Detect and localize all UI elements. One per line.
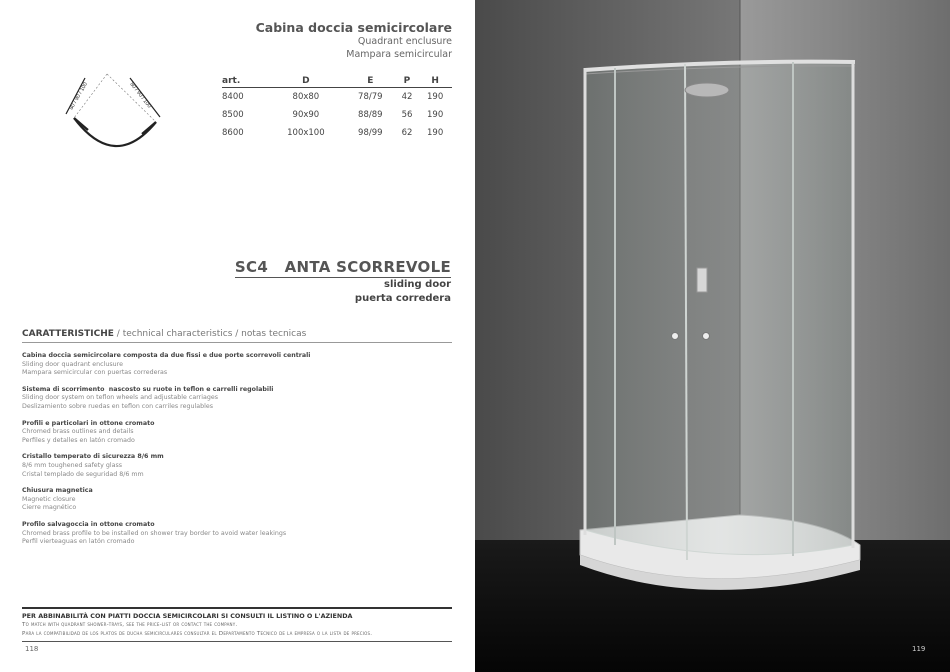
subtitle-es: Mampara semicircular (346, 49, 452, 60)
feature-es: Perfiles y detalles en latón cromado (22, 436, 135, 444)
col-e: E (345, 74, 396, 88)
table-header-row (222, 74, 452, 88)
shower-head-icon (685, 83, 729, 97)
table-cell: 56 (401, 110, 413, 120)
features-list (22, 352, 452, 555)
feature-it: Profilo salvagoccia in ottone cromato (22, 520, 155, 528)
page-number-right: 119 (912, 645, 926, 653)
table-cell: 100x100 (287, 128, 325, 138)
list-item (22, 386, 452, 412)
table-cell: 190 (427, 110, 444, 120)
model-block (235, 257, 451, 306)
characteristics-heading-bold: CARATTERISTICHE (22, 329, 114, 339)
col-p: P (396, 74, 419, 88)
list-item (22, 487, 452, 513)
page-number-left: 118 (25, 645, 39, 653)
col-art: art. (222, 74, 267, 88)
feature-en: Sliding door quadrant enclusure (22, 360, 123, 368)
col-d: D (267, 74, 345, 88)
model-code: SC4 ANTA SCORREVOLE (234, 258, 451, 276)
diagram-outline (66, 74, 160, 146)
feature-en: Sliding door system on teflon wheels and adjustable carriages (22, 394, 219, 402)
table-cell: 190 (427, 92, 444, 102)
feature-en: Chromed brass outlines and details (22, 428, 134, 436)
shower-valve-icon (697, 268, 707, 292)
table-row (222, 106, 452, 124)
table-cell: 42 (401, 92, 413, 102)
table-cell: 80x80 (292, 92, 320, 102)
table-cell: 8600 (222, 128, 244, 138)
diagram-label-right: 80 / 90 / 100 (128, 81, 152, 110)
feature-en: 8/6 mm toughened safety glass (22, 461, 123, 469)
table-cell: 8400 (222, 92, 244, 102)
list-item (22, 521, 452, 547)
list-item (22, 420, 452, 446)
list-item (22, 453, 452, 479)
glass-panels (585, 62, 853, 555)
spec-table (222, 74, 452, 142)
footer-line-es: Para la compatibilidad de los platos de ducha semicirculares consultar el Departamento Tecnico de la empresa o la lista de precios. (22, 631, 373, 637)
feature-it: Profili e particolari in ottone cromato (22, 419, 155, 427)
diagram-label-left: 80 / 90 / 100 (68, 81, 90, 111)
table-cell: 62 (401, 128, 413, 138)
title-block (256, 20, 452, 61)
feature-es: Mampara semicircular con puertas correderas (22, 369, 168, 377)
footer-line-en: To match with quadrant shower-trays, see the price-list or contact the company. (22, 622, 238, 628)
feature-it: Sistema di scorrimento nascosto su ruote in teflon e carrelli regolabili (22, 385, 274, 393)
list-item (22, 352, 452, 378)
product-photo (475, 0, 950, 672)
model-name-es: puerta corredera (354, 293, 451, 304)
subtitle-en: Quadrant enclusure (357, 36, 452, 47)
feature-es: Cristal templado de seguridad 8/6 mm (22, 470, 144, 478)
table-row (222, 124, 452, 142)
feature-en: Chromed brass profile to be installed on shower tray border to avoid water leakings (22, 529, 287, 537)
door-handle-icon (672, 333, 679, 340)
footer-note (22, 607, 452, 642)
feature-es: Cierre magnético (22, 504, 77, 512)
feature-es: Deslizamiento sobre ruedas en teflon con carriles regulables (22, 402, 213, 410)
table-cell: 88/89 (358, 110, 383, 120)
model-name-en: sliding door (384, 279, 451, 290)
table-cell: 78/79 (358, 92, 383, 102)
characteristics-heading-rest: / technical characteristics / notas tecnicas (113, 329, 307, 339)
feature-it: Cristallo temperato di sicurezza 8/6 mm (22, 453, 164, 461)
footer-line-it: PER ABBINABILITÀ CON PIATTI DOCCIA SEMICIRCOLARI SI CONSULTI IL LISTINO O L'AZIENDA (22, 612, 353, 620)
feature-it: Chiusura magnetica (22, 487, 93, 495)
table-cell: 90x90 (292, 110, 320, 120)
table-cell: 8500 (222, 110, 244, 120)
table-cell: 98/99 (358, 128, 383, 138)
col-h: H (418, 74, 452, 88)
quadrant-plan-diagram (60, 72, 170, 152)
feature-it: Cabina doccia semicircolare composta da due fissi e due porte scorrevoli centrali (22, 352, 311, 359)
characteristics-heading (22, 329, 452, 343)
door-handle-icon (703, 333, 710, 340)
feature-en: Magnetic closure (22, 495, 76, 503)
shower-enclosure-image (475, 0, 950, 672)
table-row (222, 88, 452, 107)
feature-es: Perfil vierteaguas en latón cromado (22, 538, 135, 546)
page-title: Cabina doccia semicircolare (255, 20, 452, 35)
table-cell: 190 (427, 128, 444, 138)
